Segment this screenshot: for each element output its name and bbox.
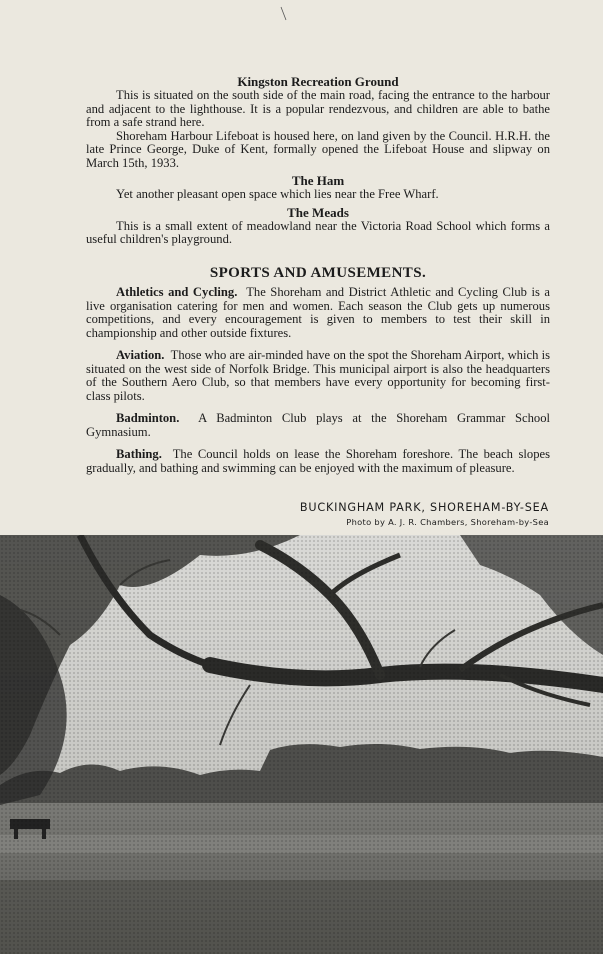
kingston-heading: Kingston Recreation Ground: [237, 74, 399, 89]
athletics-text: The Shoreham and District Athletic and Cycling Club is a live organisation catering for men and women. Each season the Club gets up numerous competitions, and every encouragement is given to members to test their skill in championship and other outside fixtures.: [86, 285, 550, 340]
kingston-paragraph-1: This is situated on the south side of the main road, facing the entrance to the harbour and adjacent to the lighthouse. It is a popular rendezvous, and children are able to bathe from a safe strand here.: [86, 88, 550, 129]
caption-credit: Photo by A. J. R. Chambers, Shoreham-by-Sea: [346, 517, 549, 527]
text-column: [86, 74, 550, 475]
athletics-lead: Athletics and Cycling.: [116, 285, 238, 299]
the-ham-paragraph: Yet another pleasant open space which lies near the Free Wharf.: [116, 187, 439, 201]
bathing-text: The Council holds on lease the Shoreham foreshore. The beach slopes gradually, and bathing and swimming can be enjoyed with the maximum of pleasure.: [86, 447, 550, 475]
badminton-lead: Badminton.: [116, 411, 180, 425]
sports-title: SPORTS AND AMUSEMENTS.: [209, 264, 427, 281]
sports-item-athletics: [86, 286, 550, 340]
aviation-text: Those who are air-minded have on the spot the Shoreham Airport, which is situated on the west side of Norfolk Bridge. This municipal airport is also the headquarters of the Southern Aero Club, so that members have every opportunity for becoming first-class pilots.: [86, 348, 550, 403]
kingston-paragraph-2: Shoreham Harbour Lifeboat is housed here, on land given by the Council. H.R.H. the late Prince George, Duke of Kent, formally opened the Lifeboat House and slipway on March 15th, 1933.: [86, 128, 550, 170]
the-meads-paragraph: This is a small extent of meadowland near the Victoria Road School which forms a useful children's playground.: [86, 218, 550, 246]
pencil-mark: [280, 6, 288, 22]
park-photo: [0, 535, 603, 954]
the-ham-heading: The Ham: [291, 173, 345, 188]
sports-item-bathing: [86, 448, 550, 475]
caption-title: BUCKINGHAM PARK, SHOREHAM-BY-SEA: [299, 501, 549, 514]
the-meads-heading: The Meads: [287, 204, 349, 220]
bathing-lead: Bathing.: [116, 447, 162, 461]
park-photo-illustration: [0, 535, 603, 954]
sports-item-aviation: [86, 349, 550, 403]
sports-item-badminton: [86, 412, 550, 439]
badminton-text: A Badminton Club plays at the Shoreham Grammar School Gymnasium.: [86, 411, 550, 439]
aviation-lead: Aviation.: [116, 348, 165, 362]
photo-caption: [300, 500, 549, 529]
